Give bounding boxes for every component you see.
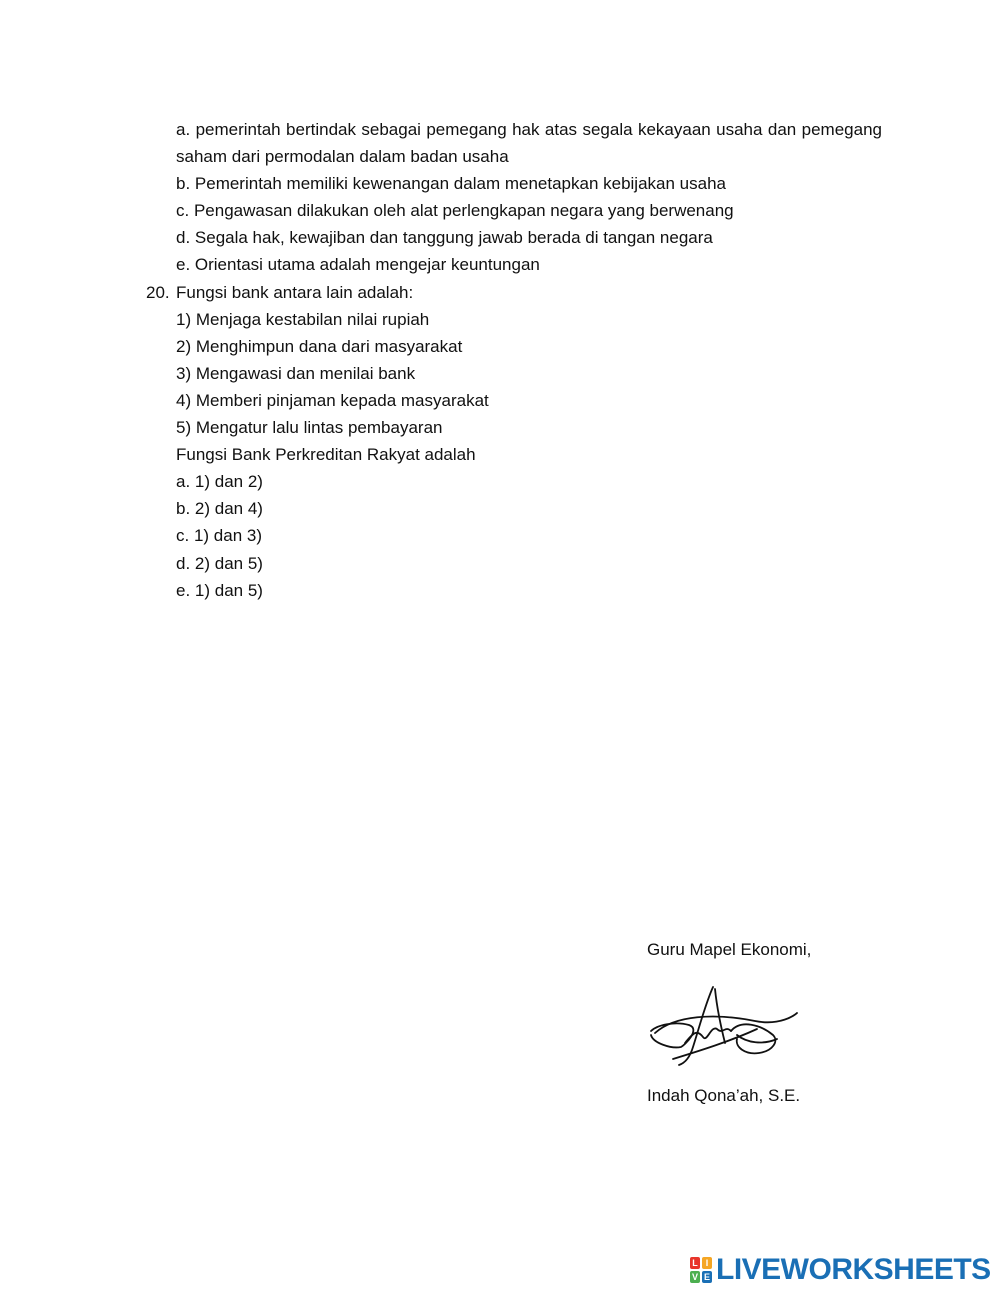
- liveworksheets-logo: [690, 1252, 991, 1288]
- question-stem: Fungsi bank antara lain adalah:: [176, 282, 414, 302]
- logo-text: LIVEWORKSHEETS: [716, 1253, 991, 1286]
- q20-stem-line: [0, 279, 1000, 306]
- q20-option-c: c. 1) dan 3): [176, 526, 262, 546]
- signature-title: Guru Mapel Ekonomi,: [647, 940, 812, 959]
- q20-statement-1: 1) Menjaga kestabilan nilai rupiah: [176, 309, 430, 329]
- logo-mark-letter: L: [690, 1257, 700, 1269]
- logo-mark-letter: I: [702, 1257, 712, 1269]
- q19-option-c: c. Pengawasan dilakukan oleh alat perlengkapan negara yang berwenang: [176, 201, 734, 221]
- q20-statement-4: 4) Memberi pinjaman kepada masyarakat: [176, 390, 489, 410]
- handwritten-signature: [645, 985, 805, 1070]
- logo-mark-letter: E: [703, 1272, 710, 1282]
- logo-mark-letter: V: [691, 1272, 698, 1282]
- worksheet-content: [0, 116, 1000, 604]
- q20-statement-2: 2) Menghimpun dana dari masyarakat: [176, 336, 463, 356]
- q19-option-e: e. Orientasi utama adalah mengejar keuntungan: [176, 255, 540, 275]
- q20-option-b: b. 2) dan 4): [176, 499, 263, 519]
- logo-mark-icon: [690, 1257, 712, 1283]
- q19-option-d: d. Segala hak, kewajiban dan tanggung jawab berada di tangan negara: [176, 228, 713, 248]
- q20-statement-5: 5) Mengatur lalu lintas pembayaran: [176, 418, 443, 438]
- signature-name: Indah Qona’ah, S.E.: [647, 1086, 801, 1105]
- q20-statement-3: 3) Mengawasi dan menilai bank: [176, 363, 416, 383]
- q20-option-d: d. 2) dan 5): [176, 553, 263, 573]
- q20-option-a: a. 1) dan 2): [176, 472, 263, 492]
- question-number: 20.: [146, 282, 170, 302]
- q19-option-a: a. pemerintah bertindak sebagai pemegang hak atas segala kekayaan usaha dan pemegang: [176, 120, 882, 139]
- q19-option-a-continued: saham dari permodalan dalam badan usaha: [176, 147, 509, 167]
- q20-option-e: e. 1) dan 5): [176, 580, 263, 600]
- q19-option-b: b. Pemerintah memiliki kewenangan dalam menetapkan kebijakan usaha: [176, 174, 726, 194]
- q20-question: Fungsi Bank Perkreditan Rakyat adalah: [176, 445, 476, 465]
